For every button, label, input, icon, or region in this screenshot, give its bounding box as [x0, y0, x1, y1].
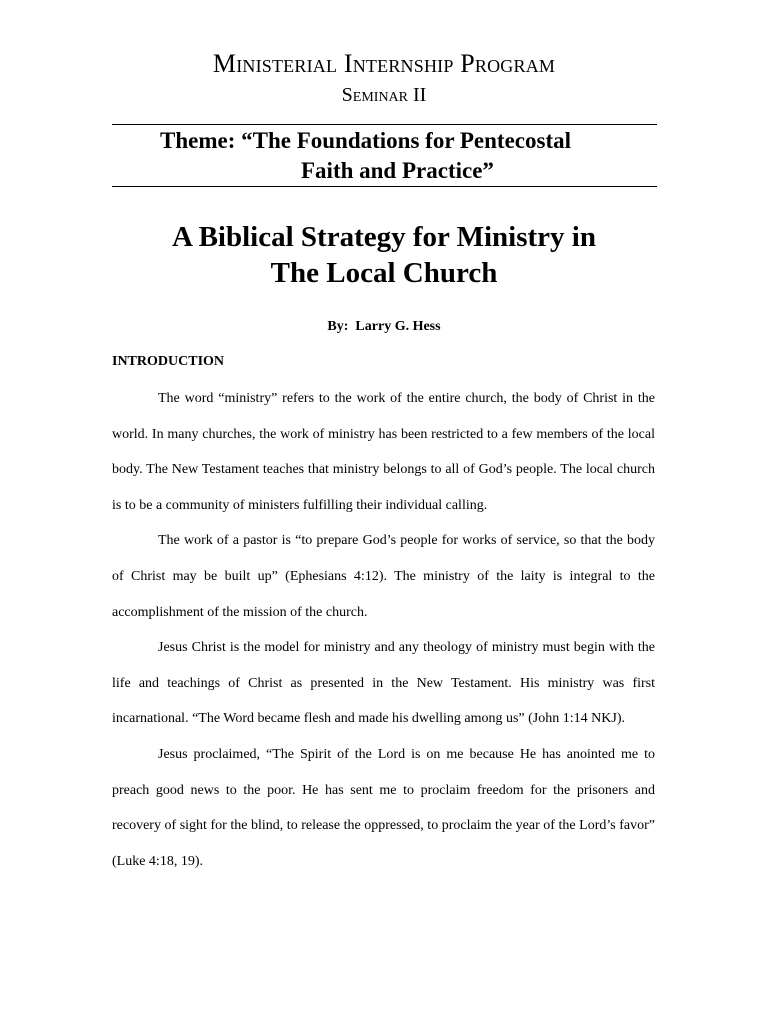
introduction-body [112, 381, 655, 879]
paragraph: The word “ministry” refers to the work of the entire church, the body of Christ in the world. In many churches, the work of ministry has been restricted to a few members of the local body. The New Testament teaches that ministry belongs to all of God’s people. The local church is to be a community of ministers fulfilling their individual calling. [112, 391, 655, 513]
author-byline: By: Larry G. Hess [327, 319, 441, 334]
section-heading-introduction: INTRODUCTION [112, 354, 225, 369]
seminar-label: Seminar II [341, 84, 427, 106]
theme-heading [112, 126, 657, 186]
program-title: Ministerial Internship Program [212, 49, 556, 78]
theme-line-1: Theme: “The Foundations for Pentecostal [160, 128, 572, 153]
theme-bottom-rule [112, 186, 657, 187]
document-title-line-1: A Biblical Strategy for Ministry in [172, 221, 596, 253]
paragraph: Jesus Christ is the model for ministry and any theology of ministry must begin with the life and teachings of Christ as presented in the New Testament. His ministry was first incarnational. “The Word became flesh and made his dwelling among us” (John 1:14 NKJ). [112, 640, 655, 727]
paragraph: Jesus proclaimed, “The Spirit of the Lord is on me because He has anointed me to preach good news to the poor. He has sent me to proclaim freedom for the prisoners and recovery of sight for the blind, to release the oppressed, to proclaim the year of the Lord’s favor” (Luke 4:18, 19). [112, 746, 655, 869]
document-title-line-2: The Local Church [270, 257, 498, 289]
paragraph: The work of a pastor is “to prepare God’s people for works of service, so that the body of Christ may be built up” (Ephesians 4:12). The ministry of the laity is integral to the accomplishment of the mission of the church. [112, 533, 655, 620]
document-title [0, 219, 768, 291]
theme-top-rule [112, 124, 657, 125]
theme-line-2: Faith and Practice” [301, 158, 494, 183]
